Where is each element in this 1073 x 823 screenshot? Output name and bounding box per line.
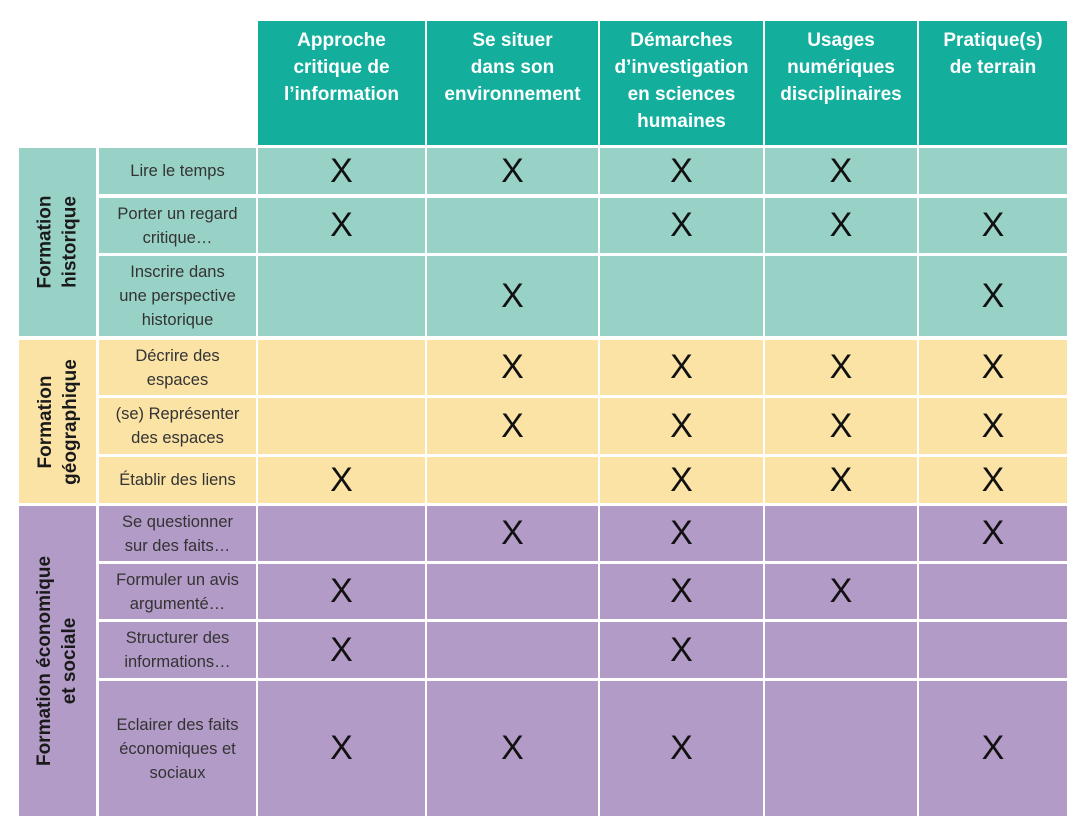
row-label [99, 622, 256, 678]
group-label-text [33, 556, 83, 766]
check-mark-cell [765, 457, 917, 503]
check-mark: X [501, 276, 524, 315]
column-header-text [444, 27, 580, 108]
check-mark-cell [919, 506, 1067, 561]
check-mark-cell [919, 198, 1067, 253]
check-mark: X [829, 348, 853, 386]
check-mark-cell [600, 398, 763, 454]
row-label-line: historique [141, 311, 214, 329]
row-label-text [135, 344, 219, 392]
check-mark: X [829, 406, 853, 445]
column-header-line: Démarches [630, 30, 733, 51]
check-mark-cell [919, 398, 1067, 454]
group-label-text [33, 196, 83, 289]
check-mark-cell [600, 564, 763, 619]
check-mark-cell [600, 198, 763, 253]
column-header-line: en sciences [627, 84, 736, 105]
check-mark-cell [427, 506, 598, 561]
row-label-line: espaces [146, 370, 209, 389]
empty-cell [258, 398, 425, 454]
row-label-line: sur des faits… [124, 536, 231, 555]
empty-cell [427, 198, 598, 253]
empty-cell [258, 256, 425, 336]
check-mark: X [330, 206, 353, 244]
check-mark: X [670, 151, 693, 190]
check-mark-cell [427, 681, 598, 816]
check-mark-cell [600, 681, 763, 816]
row-label-line: Se questionner [122, 512, 233, 531]
row-label [99, 564, 256, 619]
row-label [99, 506, 256, 561]
check-mark-cell [600, 340, 763, 395]
row-label [99, 340, 256, 395]
row-label-line: informations… [124, 653, 231, 671]
check-mark: X [501, 348, 524, 386]
row-label-line: Formuler un avis [116, 570, 239, 589]
check-mark-cell [258, 198, 425, 253]
check-mark: X [981, 729, 1005, 767]
row-label-text [124, 626, 230, 674]
check-mark-cell [258, 564, 425, 619]
empty-cell [765, 622, 917, 678]
check-mark: X [981, 206, 1005, 244]
group-label-text [33, 359, 83, 485]
check-mark: X [670, 729, 693, 767]
check-mark-cell [427, 256, 598, 336]
check-mark: X [670, 572, 693, 610]
check-mark: X [670, 348, 693, 386]
column-header-text [284, 27, 399, 108]
column-header-line: d’investigation [614, 57, 749, 78]
row-label-line: Porter un regard [117, 204, 238, 223]
row-label-line: des espaces [131, 429, 224, 447]
check-mark-cell [919, 340, 1067, 395]
column-header-text [943, 27, 1042, 81]
check-mark-cell [427, 148, 598, 194]
row-label-text [122, 510, 233, 558]
column-header-line: humaines [637, 111, 726, 132]
check-mark-cell [427, 340, 598, 395]
check-mark-cell [600, 457, 763, 503]
row-label-text [116, 568, 239, 616]
check-mark: X [330, 630, 353, 669]
group-label-line: et sociale [59, 617, 81, 705]
check-mark-cell [258, 681, 425, 816]
check-mark-cell [765, 148, 917, 194]
check-mark: X [330, 572, 353, 610]
column-header-line: numériques [787, 57, 895, 78]
column-header [258, 21, 425, 145]
row-label-line: critique… [142, 228, 213, 247]
column-header-text [614, 27, 748, 135]
row-label-line: Lire le temps [130, 162, 225, 180]
check-mark-cell [258, 457, 425, 503]
column-header-line: l’information [283, 84, 400, 105]
check-mark: X [330, 151, 353, 190]
empty-cell [919, 148, 1067, 194]
column-header [919, 21, 1067, 145]
check-mark: X [670, 630, 693, 669]
column-header-text [780, 27, 901, 108]
check-mark-cell [765, 564, 917, 619]
row-label-text [130, 159, 224, 183]
column-header-line: Approche [297, 30, 386, 51]
group-label [19, 340, 96, 503]
empty-cell [600, 256, 763, 336]
column-header [427, 21, 598, 145]
empty-cell [765, 681, 917, 816]
row-label-line: Eclairer des faits [116, 715, 239, 734]
empty-cell [765, 256, 917, 336]
column-header-line: Usages [807, 30, 875, 51]
check-mark-cell [765, 398, 917, 454]
row-label-line: argumenté… [129, 594, 226, 613]
row-label [99, 148, 256, 194]
column-header-line: Se situer [472, 30, 553, 51]
check-mark-cell [600, 506, 763, 561]
empty-cell [919, 564, 1067, 619]
check-mark-cell [258, 622, 425, 678]
row-label-line: Inscrire dans [130, 263, 225, 281]
check-mark: X [670, 514, 693, 552]
check-mark: X [981, 276, 1005, 315]
check-mark-cell [427, 398, 598, 454]
row-label-line: économiques et [119, 739, 236, 758]
row-label-line: Établir des liens [119, 471, 236, 489]
row-label-line: Décrire des [135, 346, 220, 365]
group-label-line: géographique [59, 358, 81, 485]
check-mark: X [981, 406, 1005, 445]
empty-cell [765, 506, 917, 561]
check-mark: X [981, 514, 1005, 552]
row-label-line: sociaux [149, 763, 206, 782]
row-label-text [117, 713, 239, 785]
row-label [99, 256, 256, 336]
check-mark-cell [765, 198, 917, 253]
check-mark-cell [600, 622, 763, 678]
check-mark: X [670, 460, 693, 499]
check-mark-cell [258, 148, 425, 194]
group-label-line: Formation [34, 195, 56, 289]
group-label [19, 148, 96, 336]
check-mark: X [829, 206, 853, 244]
column-header-line: environnement [444, 84, 581, 105]
row-label [99, 198, 256, 253]
group-label-line: historique [59, 196, 81, 288]
column-header-line: critique de [293, 57, 390, 78]
column-header-line: disciplinaires [780, 84, 902, 105]
check-mark-cell [919, 256, 1067, 336]
empty-cell [258, 506, 425, 561]
group-label [19, 506, 96, 816]
empty-cell [427, 564, 598, 619]
check-mark: X [981, 460, 1005, 499]
row-label-line: (se) Représenter [115, 405, 240, 423]
row-label [99, 457, 256, 503]
check-mark: X [981, 348, 1005, 386]
column-header-line: dans son [470, 57, 555, 78]
check-mark-cell [765, 340, 917, 395]
row-label-text [119, 260, 236, 332]
check-mark: X [330, 729, 353, 767]
check-mark: X [829, 572, 853, 610]
check-mark: X [670, 206, 693, 244]
check-mark: X [501, 151, 524, 190]
check-mark: X [829, 151, 853, 190]
row-label-text [119, 468, 235, 492]
column-header-line: Pratique(s) [943, 30, 1043, 51]
row-label-text [117, 202, 237, 250]
check-mark: X [829, 460, 853, 499]
row-label-line: une perspective [119, 287, 236, 305]
check-mark-cell [919, 457, 1067, 503]
check-mark: X [330, 460, 353, 499]
empty-cell [427, 457, 598, 503]
column-header-line: de terrain [949, 57, 1037, 78]
empty-cell [919, 622, 1067, 678]
empty-cell [258, 340, 425, 395]
row-label [99, 398, 256, 454]
check-mark: X [501, 514, 524, 552]
check-mark-cell [919, 681, 1067, 816]
row-label-text [116, 402, 240, 450]
column-header [600, 21, 763, 145]
check-mark: X [501, 729, 524, 767]
column-header [765, 21, 917, 145]
group-label-line: Formation [34, 375, 56, 468]
check-mark: X [670, 406, 693, 445]
group-label-line: Formation économique [34, 555, 56, 767]
row-label-line: Structurer des [125, 629, 230, 647]
check-mark-cell [600, 148, 763, 194]
check-mark: X [501, 406, 524, 445]
empty-cell [427, 622, 598, 678]
row-label [99, 681, 256, 816]
